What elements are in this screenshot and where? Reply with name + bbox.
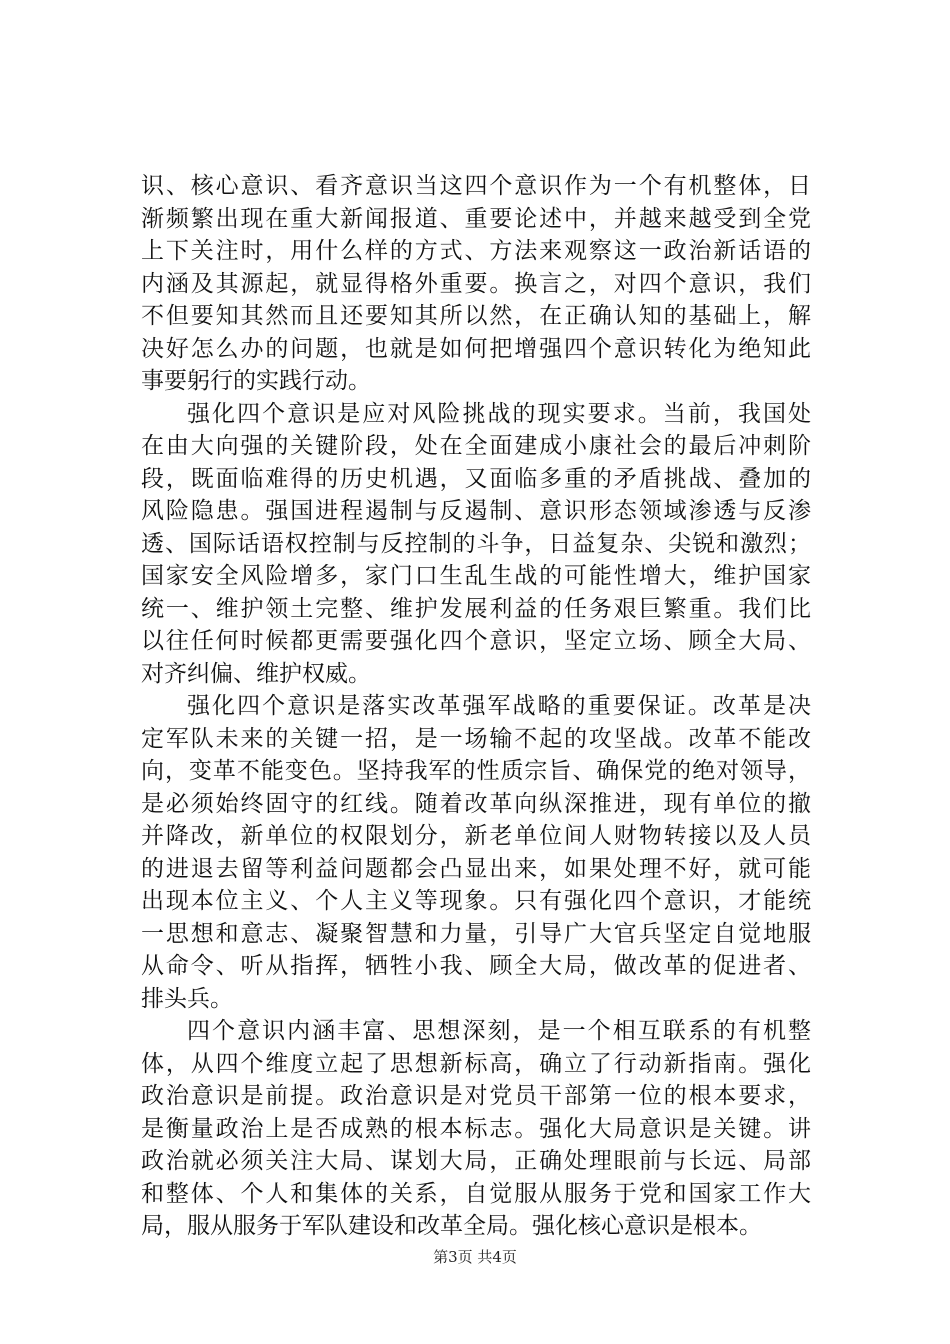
text-line: 是必须始终固守的红线。随着改革向纵深推进，现有单位的撤 [141, 790, 811, 817]
text-line: 从命令、听从指挥，牺牲小我、顾全大局，做改革的促进者、 [141, 953, 811, 979]
text-line: 渐频繁出现在重大新闻报道、重要论述中，并越来越受到全党 [141, 205, 811, 232]
paragraph-first-line: 强化四个意识是落实改革强军战略的重要保证。改革是决 [187, 693, 811, 719]
text-line: 并降改，新单位的权限划分，新老单位间人财物转接以及人员 [141, 823, 811, 849]
text-line: 政治意识是前提。政治意识是对党员干部第一位的根本要求， [141, 1083, 811, 1109]
paragraph-first-line: 强化四个意识是应对风险挑战的现实要求。当前，我国处 [187, 400, 811, 427]
text-line: 段，既面临难得的历史机遇，又面临多重的矛盾挑战、叠加的 [141, 465, 811, 492]
text-line: 体，从四个维度立起了思想新标高，确立了行动新指南。强化 [141, 1050, 811, 1077]
text-line: 定军队未来的关键一招，是一场输不起的攻坚战。改革不能改 [141, 725, 811, 752]
text-line: 上下关注时，用什么样的方式、方法来观察这一政治新话语的 [141, 238, 811, 264]
text-line: 识、核心意识、看齐意识当这四个意识作为一个有机整体，日 [141, 173, 811, 199]
text-line: 政治就必须关注大局、谋划大局，正确处理眼前与长远、局部 [141, 1148, 811, 1174]
paragraph-first-line: 四个意识内涵丰富、思想深刻，是一个相互联系的有机整 [187, 1018, 811, 1044]
text-line: 是衡量政治上是否成熟的根本标志。强化大局意识是关键。讲 [141, 1115, 811, 1142]
text-line: 向，变革不能变色。坚持我军的性质宗旨、确保党的绝对领导， [141, 758, 811, 784]
text-line: 出现本位主义、个人主义等现象。只有强化四个意识，才能统 [141, 888, 811, 914]
text-line: 不但要知其然而且还要知其所以然，在正确认知的基础上，解 [141, 303, 811, 329]
text-line: 决好怎么办的问题，也就是如何把增强四个意识转化为绝知此 [141, 335, 811, 362]
text-line: 风险隐患。强国进程遏制与反遏制、意识形态领域渗透与反渗 [141, 498, 811, 524]
text-line: 内涵及其源起，就显得格外重要。换言之，对四个意识，我们 [141, 270, 811, 297]
text-line: 的进退去留等利益问题都会凸显出来，如果处理不好，就可能 [141, 855, 811, 882]
document-body [141, 170, 811, 1243]
text-line: 透、国际话语权控制与反控制的斗争，日益复杂、尖锐和激烈； [141, 530, 811, 557]
text-line: 以往任何时候都更需要强化四个意识，坚定立场、顾全大局、 [141, 628, 811, 654]
text-line: 统一、维护领土完整、维护发展利益的任务艰巨繁重。我们比 [141, 595, 811, 622]
text-line: 在由大向强的关键阶段，处在全面建成小康社会的最后冲刺阶 [141, 433, 811, 459]
page-footer: 第3页 共4页 [433, 1248, 517, 1266]
text-line: 排头兵。 [141, 985, 233, 1012]
text-line: 国家安全风险增多，家门口生乱生战的可能性增大，维护国家 [141, 563, 811, 589]
text-line: 对齐纠偏、维护权威。 [141, 660, 371, 687]
text-line: 事要躬行的实践行动。 [141, 368, 371, 394]
text-line: 和整体、个人和集体的关系，自觉服从服务于党和国家工作大 [141, 1180, 811, 1207]
text-line: 一思想和意志、凝聚智慧和力量，引导广大官兵坚定自觉地服 [141, 920, 811, 947]
text-line: 局，服从服务于军队建设和改革全局。强化核心意识是根本。 [141, 1213, 762, 1239]
